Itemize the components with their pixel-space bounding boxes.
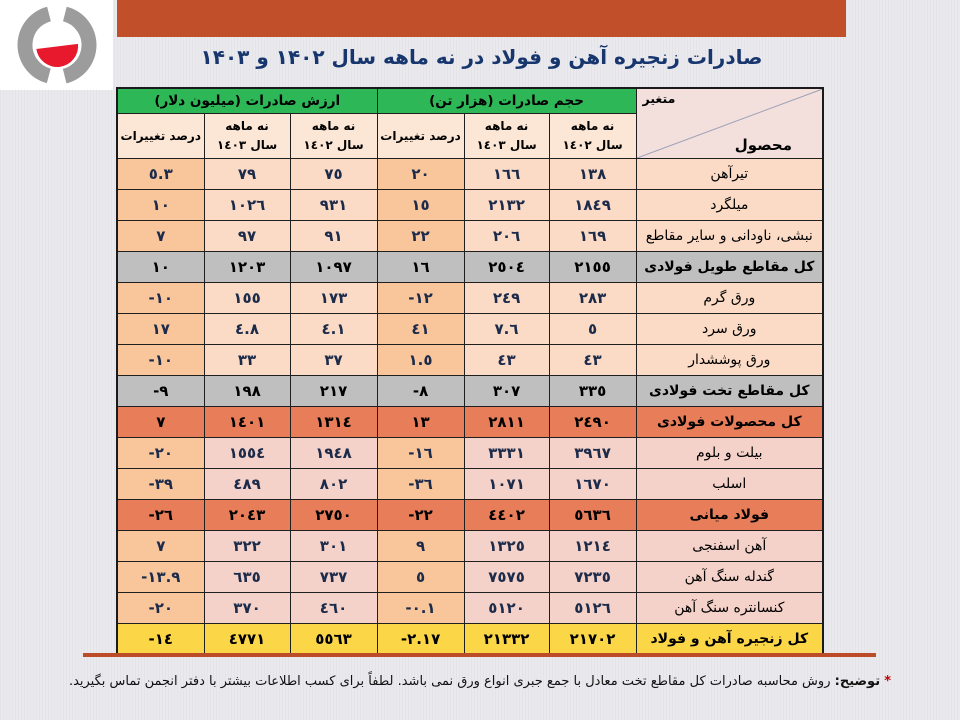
group-header-volume: حجم صادرات (هزار تن) (377, 88, 636, 114)
volume-percent-cell: ٩ (377, 531, 464, 562)
product-name-cell: ورق گرم (636, 283, 823, 314)
value-1402-cell: ٤٦٠ (290, 593, 377, 624)
volume-1402-cell: ٧٢٣٥ (549, 562, 636, 593)
value-1403-cell: ٦٣٥ (204, 562, 290, 593)
volume-1402-cell: ٣٩٦٧ (549, 438, 636, 469)
volume-1402-cell: ٢٨٣ (549, 283, 636, 314)
value-percent-cell: -٢٠ (117, 593, 204, 624)
value-1403-cell: ١٠٢٦ (204, 190, 290, 221)
volume-1403-cell: ٢١٣٣٢ (464, 624, 549, 656)
volume-percent-cell: ١٥ (377, 190, 464, 221)
table-row (117, 221, 823, 252)
table-row (117, 500, 823, 531)
table-row (117, 345, 823, 376)
value-1402-cell: ٣٧ (290, 345, 377, 376)
volume-1402-cell: ٥٦٣٦ (549, 500, 636, 531)
volume-percent-cell: -٢٢ (377, 500, 464, 531)
footer-separator-line (83, 653, 876, 657)
export-table-container (116, 87, 824, 656)
volume-1403-cell: ٣٠٧ (464, 376, 549, 407)
table-row (117, 376, 823, 407)
export-table (116, 87, 824, 656)
value-1403-cell: ٧٩ (204, 159, 290, 190)
product-name-cell: کنسانتره سنگ آهن (636, 593, 823, 624)
value-1403-cell: ٤٧٧١ (204, 624, 290, 656)
volume-1403-cell: ٢٠٦ (464, 221, 549, 252)
product-name-cell: کل زنجیره آهن و فولاد (636, 624, 823, 656)
volume-1403-cell: ٤٤٠٢ (464, 500, 549, 531)
value-1403-cell: ١٢٠٣ (204, 252, 290, 283)
volume-1402-cell: ٢٤٩٠ (549, 407, 636, 438)
volume-1402-cell: ١٦٧٠ (549, 469, 636, 500)
table-row (117, 593, 823, 624)
footnote-text: روش محاسبه صادرات کل مقاطع تخت معادل با جمع جبری انواع ورق نمی باشد. لطفاً برای کسب اطلاعات بیشتر با دفتر انجمن تماس بگیرید. (68, 674, 835, 689)
volume-1402-cell: ٣٣٥ (549, 376, 636, 407)
volume-1403-cell: ١٠٧١ (464, 469, 549, 500)
value-percent-cell: -٣٩ (117, 469, 204, 500)
value-1402-cell: ٧٣٧ (290, 562, 377, 593)
volume-1403-cell: ٧٥٧٥ (464, 562, 549, 593)
volume-percent-cell: ٤١ (377, 314, 464, 345)
volume-year-1402-header: نه ماهه سال ١٤٠٢ (549, 114, 636, 159)
value-1403-cell: ١٤٠١ (204, 407, 290, 438)
value-1403-cell: ١٥٥ (204, 283, 290, 314)
value-1402-cell: ٩١ (290, 221, 377, 252)
group-header-row (117, 88, 823, 114)
volume-1403-cell: ٢٨١١ (464, 407, 549, 438)
value-1403-cell: ١٥٥٤ (204, 438, 290, 469)
value-1403-cell: ٤٨٩ (204, 469, 290, 500)
volume-percent-cell: -١٦ (377, 438, 464, 469)
corner-product-label: محصول (734, 136, 793, 154)
value-percent-cell: ١٠ (117, 252, 204, 283)
value-1402-cell: ١٣١٤ (290, 407, 377, 438)
volume-1403-cell: ٢١٣٢ (464, 190, 549, 221)
value-percent-change-header: درصد تغییرات (117, 114, 204, 159)
volume-percent-cell: ١.٥ (377, 345, 464, 376)
product-name-cell: ورق سرد (636, 314, 823, 345)
volume-percent-cell: ١٦ (377, 252, 464, 283)
value-percent-cell: -١٤ (117, 624, 204, 656)
value-percent-cell: -١٠ (117, 283, 204, 314)
page-title: صادرات زنجیره آهن و فولاد در نه ماهه سال ۱۴۰۲ و ۱۴۰۳ (200, 45, 763, 69)
table-row (117, 562, 823, 593)
value-year-1402-header: نه ماهه سال ١٤٠٢ (290, 114, 377, 159)
volume-1402-cell: ٥ (549, 314, 636, 345)
volume-year-1403-header: نه ماهه سال ١٤٠٣ (464, 114, 549, 159)
value-percent-cell: ٧ (117, 407, 204, 438)
value-year-1403-header: نه ماهه سال ١٤٠٣ (204, 114, 290, 159)
table-row (117, 531, 823, 562)
volume-1402-cell: ٢١٧٠٢ (549, 624, 636, 656)
product-name-cell: اسلب (636, 469, 823, 500)
volume-percent-cell: -٠.١ (377, 593, 464, 624)
volume-1402-cell: ١٢١٤ (549, 531, 636, 562)
value-1402-cell: ٤.١ (290, 314, 377, 345)
value-percent-cell: -٢٦ (117, 500, 204, 531)
volume-1403-cell: ١٦٦ (464, 159, 549, 190)
volume-1403-cell: ٥١٢٠ (464, 593, 549, 624)
product-name-cell: تیرآهن (636, 159, 823, 190)
product-name-cell: کل مقاطع طویل فولادی (636, 252, 823, 283)
volume-1402-cell: ٤٣ (549, 345, 636, 376)
value-1402-cell: ٨٠٢ (290, 469, 377, 500)
volume-1403-cell: ٧.٦ (464, 314, 549, 345)
value-1402-cell: ١٩٤٨ (290, 438, 377, 469)
steel-swirl-icon (0, 0, 113, 90)
top-accent-bar (117, 0, 846, 37)
volume-1402-cell: ١٨٤٩ (549, 190, 636, 221)
value-1402-cell: ٥٥٦٣ (290, 624, 377, 656)
group-header-value: ارزش صادرات (میلیون دلار) (117, 88, 377, 114)
product-name-cell: نبشی، ناودانی و سایر مقاطع (636, 221, 823, 252)
value-1402-cell: ١٧٣ (290, 283, 377, 314)
volume-percent-cell: -٣٦ (377, 469, 464, 500)
value-1403-cell: ٣٧٠ (204, 593, 290, 624)
value-1403-cell: ١٩٨ (204, 376, 290, 407)
value-1402-cell: ١٠٩٧ (290, 252, 377, 283)
product-name-cell: ورق پوششدار (636, 345, 823, 376)
volume-percent-cell: ١٣ (377, 407, 464, 438)
volume-1403-cell: ٢٥٠٤ (464, 252, 549, 283)
footnote-asterisk: * (884, 674, 892, 689)
table-row (117, 159, 823, 190)
table-row (117, 624, 823, 656)
table-row (117, 314, 823, 345)
value-1403-cell: ٣٢٢ (204, 531, 290, 562)
value-1403-cell: ٤.٨ (204, 314, 290, 345)
volume-1403-cell: ٤٣ (464, 345, 549, 376)
value-1402-cell: ٣٠١ (290, 531, 377, 562)
value-1402-cell: ٧٥ (290, 159, 377, 190)
product-name-cell: کل محصولات فولادی (636, 407, 823, 438)
value-1402-cell: ٢٧٥٠ (290, 500, 377, 531)
table-row (117, 190, 823, 221)
volume-1403-cell: ٢٤٩ (464, 283, 549, 314)
corner-variable-label: متغیر (642, 91, 676, 106)
value-percent-cell: ١٧ (117, 314, 204, 345)
product-name-cell: کل مقاطع تخت فولادی (636, 376, 823, 407)
product-name-cell: آهن اسفنجی (636, 531, 823, 562)
volume-percent-cell: ٢٠ (377, 159, 464, 190)
value-1402-cell: ٢١٧ (290, 376, 377, 407)
volume-1403-cell: ٣٣٣١ (464, 438, 549, 469)
volume-percent-cell: -٨ (377, 376, 464, 407)
footnote-label: توضیح: (834, 674, 881, 689)
product-name-cell: فولاد میانی (636, 500, 823, 531)
value-percent-cell: ٧ (117, 531, 204, 562)
volume-1402-cell: ٥١٢٦ (549, 593, 636, 624)
volume-1402-cell: ١٦٩ (549, 221, 636, 252)
volume-percent-cell: ٥ (377, 562, 464, 593)
volume-percent-cell: -٢.١٧ (377, 624, 464, 656)
table-row (117, 438, 823, 469)
product-name-cell: گندله سنگ آهن (636, 562, 823, 593)
table-row (117, 283, 823, 314)
value-percent-cell: -١٠ (117, 345, 204, 376)
corner-header-cell (636, 88, 823, 159)
steel-association-logo (0, 0, 113, 90)
product-name-cell: بیلت و بلوم (636, 438, 823, 469)
value-percent-cell: -٢٠ (117, 438, 204, 469)
value-percent-cell: -٩ (117, 376, 204, 407)
value-1403-cell: ٢٠٤٣ (204, 500, 290, 531)
value-percent-cell: ١٠ (117, 190, 204, 221)
value-1403-cell: ٩٧ (204, 221, 290, 252)
volume-percent-cell: -١٢ (377, 283, 464, 314)
table-row (117, 407, 823, 438)
value-percent-cell: -١٣.٩ (117, 562, 204, 593)
value-1403-cell: ٣٣ (204, 345, 290, 376)
volume-percent-change-header: درصد تغییرات (377, 114, 464, 159)
table-body (117, 159, 823, 656)
footnote (0, 672, 960, 692)
table-row (117, 252, 823, 283)
value-percent-cell: ٧ (117, 221, 204, 252)
table-row (117, 469, 823, 500)
value-1402-cell: ٩٣١ (290, 190, 377, 221)
product-name-cell: میلگرد (636, 190, 823, 221)
value-percent-cell: ٥.٣ (117, 159, 204, 190)
volume-percent-cell: ٢٢ (377, 221, 464, 252)
volume-1403-cell: ١٣٢٥ (464, 531, 549, 562)
volume-1402-cell: ١٣٨ (549, 159, 636, 190)
volume-1402-cell: ٢١٥٥ (549, 252, 636, 283)
